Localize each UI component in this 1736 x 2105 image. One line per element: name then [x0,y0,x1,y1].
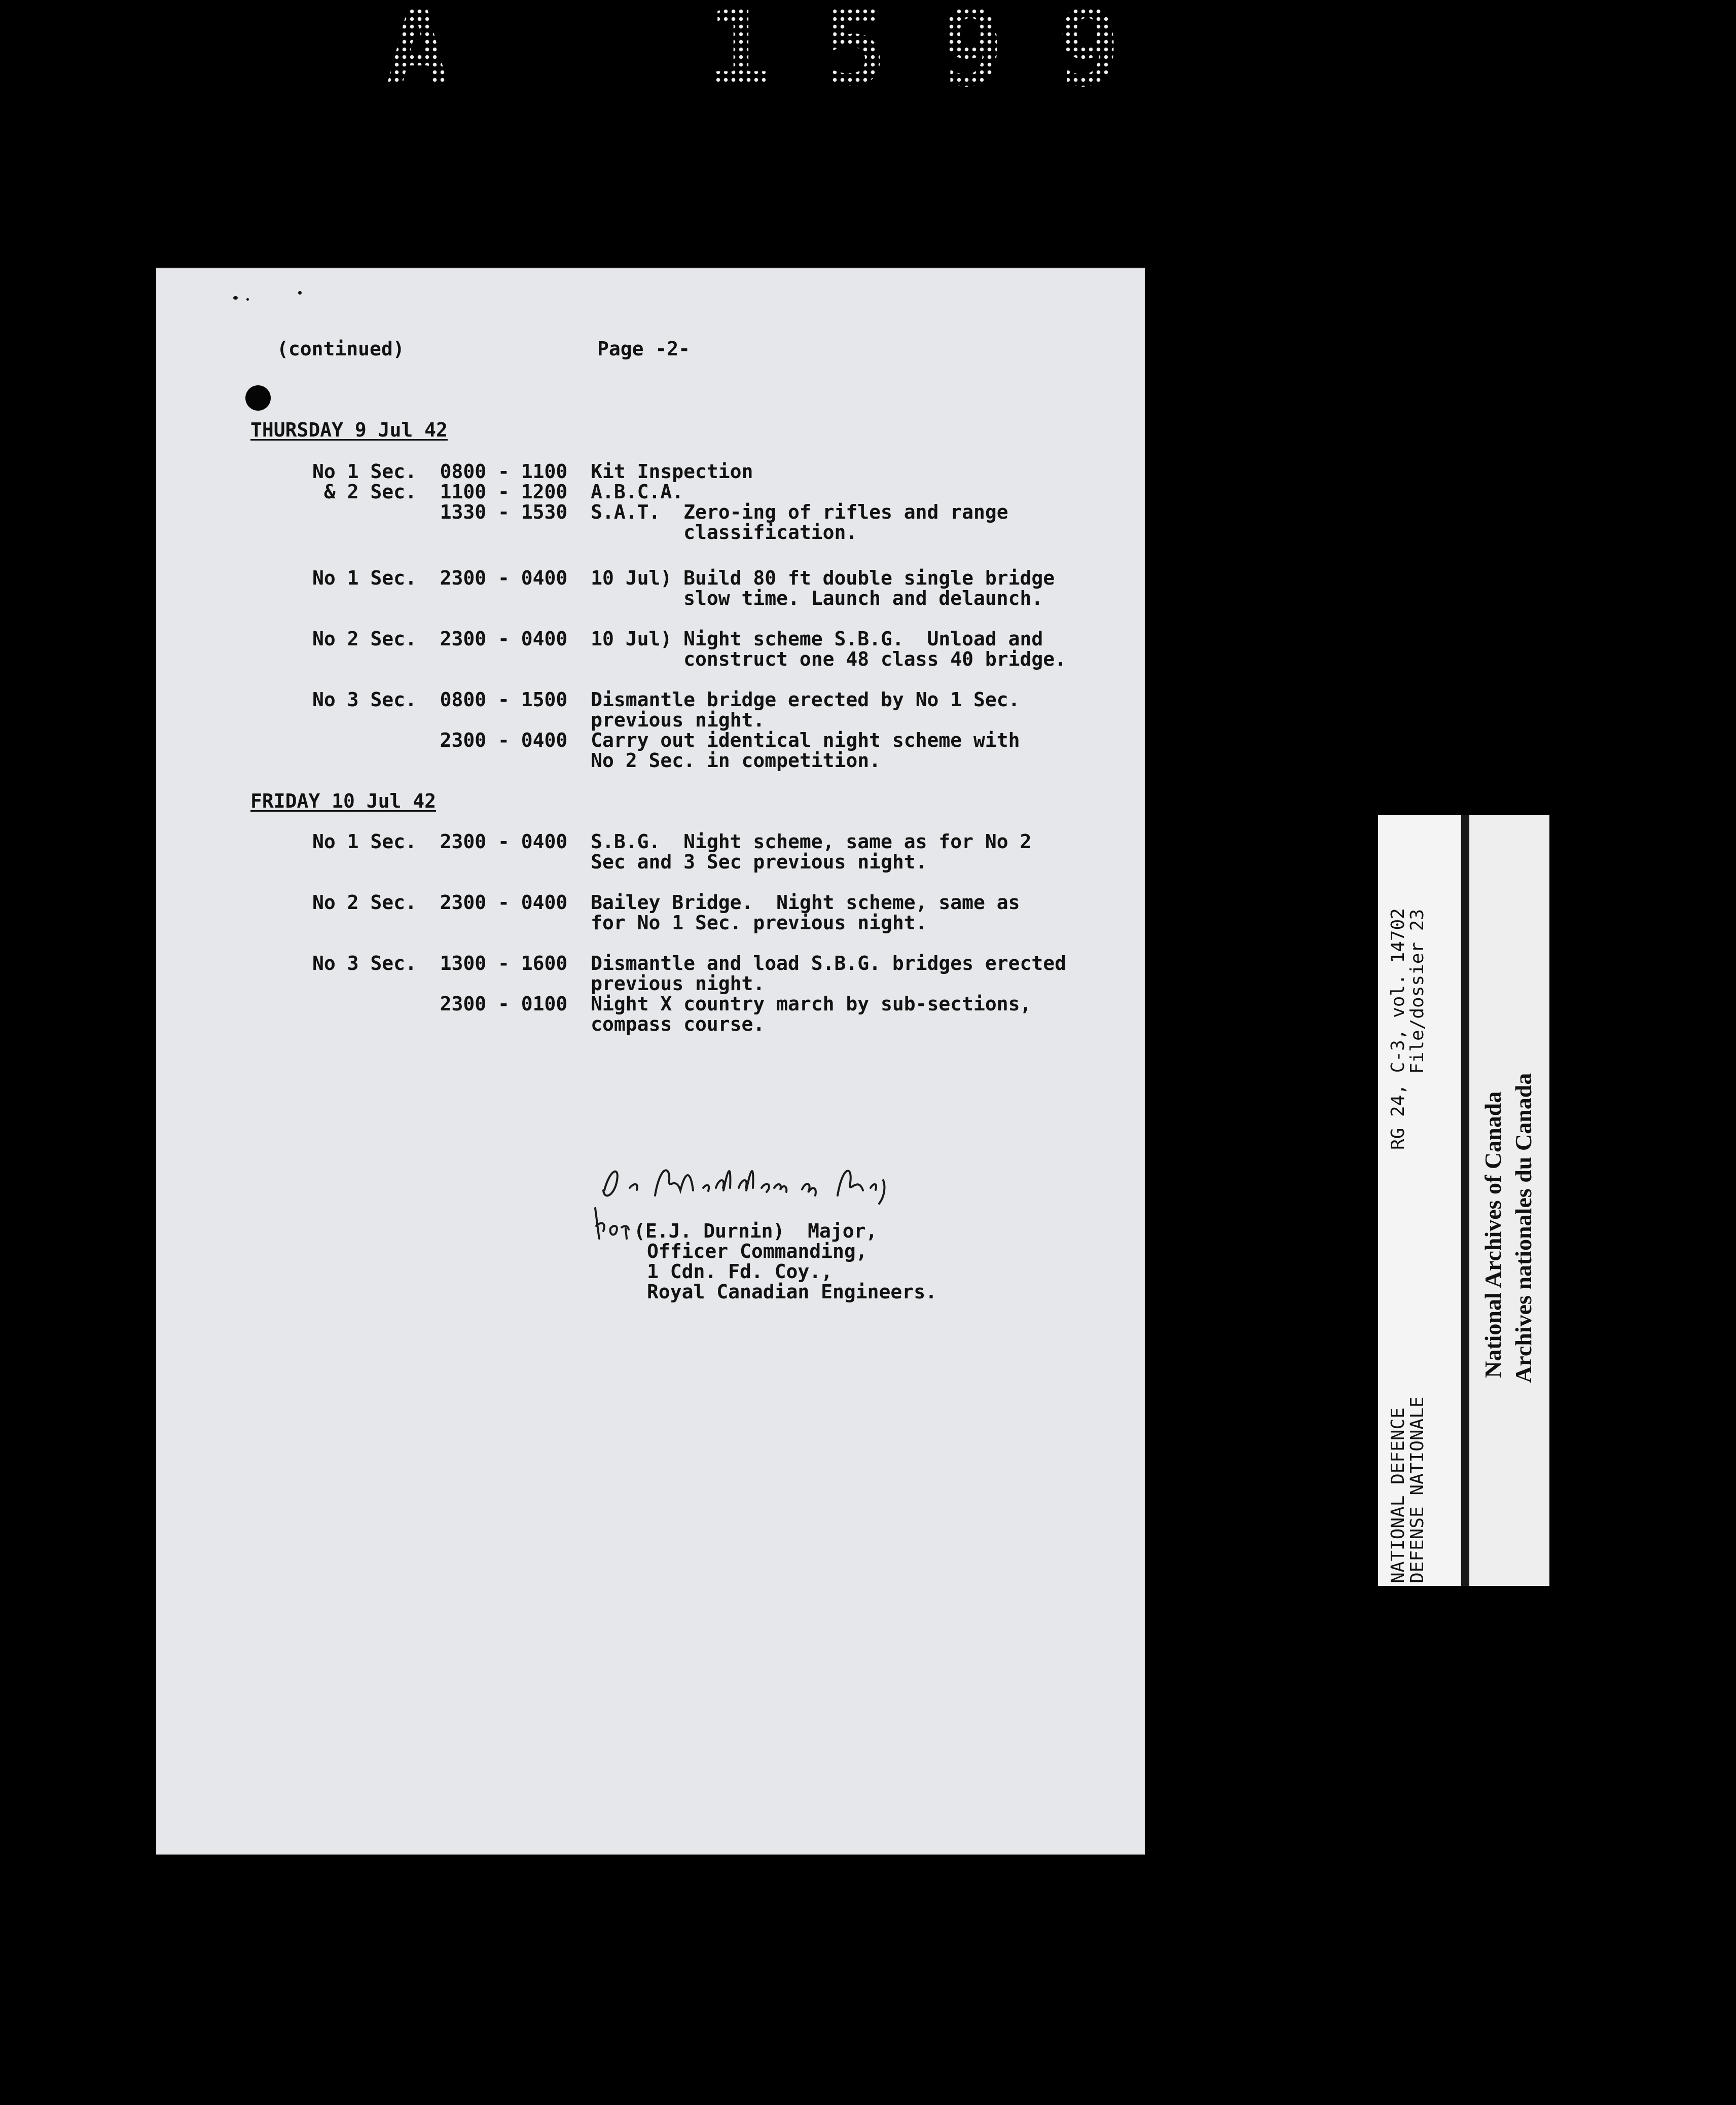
archives-name-en: National Archives of Canada [1480,1091,1506,1378]
schedule-line: previous night. [312,972,765,995]
day-heading: FRIDAY 10 Jul 42 [250,790,437,812]
schedule-line: compass course. [312,1013,765,1035]
schedule-line: 2300 - 0400 Carry out identical night scheme with [312,729,1020,751]
department-line-2: DEFENSE NATIONALE [1407,1396,1428,1583]
frame-number-char: 1 [706,0,771,110]
handwritten-for-mark [590,1203,641,1244]
schedule-line: construct one 48 class 40 bridge. [312,648,1067,670]
frame-number [385,0,1120,110]
schedule-line: No 2 Sec. in competition. [312,749,881,772]
schedule-line: No 1 Sec. 2300 - 0400 10 Jul) Build 80 ft double single bridge [312,567,1055,589]
speck [298,291,302,295]
schedule-line: slow time. Launch and delaunch. [312,587,1043,609]
continued-label: (continued) [277,338,405,360]
schedule-line: for No 1 Sec. previous night. [312,912,927,934]
signature-unit: 1 Cdn. Fd. Coy., [647,1260,833,1283]
archive-reference-label [1378,815,1461,1586]
signature-title: Officer Commanding, [647,1240,867,1262]
schedule-line: No 1 Sec. 0800 - 1100 Kit Inspection [312,460,753,483]
schedule-line: classification. [312,521,858,543]
frame-number-char: 5 [823,0,887,110]
schedule-line: No 1 Sec. 2300 - 0400 S.B.G. Night scheme, same as for No 2 [312,830,1032,853]
handwritten-signature [594,1160,898,1206]
day-heading: THURSDAY 9 Jul 42 [250,419,448,441]
punch-hole [245,385,271,411]
label-separator [1461,815,1469,1586]
archives-name-fr: Archives nationales du Canada [1510,1073,1536,1383]
page-number: Page -2- [597,338,691,360]
reference-line-1: RG 24, C-3, vol. 14702 [1388,908,1408,1150]
signature-name: (E.J. Durnin) Major, [634,1220,878,1242]
schedule-line: previous night. [312,709,765,731]
schedule-line: & 2 Sec. 1100 - 1200 A.B.C.A. [312,481,684,503]
schedule-line: Sec and 3 Sec previous night. [312,851,927,873]
department-line-1: NATIONAL DEFENCE [1388,1407,1408,1583]
speck [233,296,238,300]
schedule-line: No 2 Sec. 2300 - 0400 10 Jul) Night scheme S.B.G. Unload and [312,628,1043,650]
document-page [156,268,1145,1855]
reference-line-2: File/dossier 23 [1407,909,1428,1074]
signature-corps: Royal Canadian Engineers. [647,1281,937,1303]
frame-number-char: 9 [1056,0,1120,110]
schedule-line: 2300 - 0100 Night X country march by sub-sections, [312,993,1032,1015]
schedule-line: 1330 - 1530 S.A.T. Zero-ing of rifles and range [312,501,1008,523]
schedule-line: No 3 Sec. 0800 - 1500 Dismantle bridge erected by No 1 Sec. [312,688,1020,711]
frame-number-char: 9 [939,0,1004,110]
speck [246,298,249,301]
schedule-line: No 2 Sec. 2300 - 0400 Bailey Bridge. Night scheme, same as [312,891,1020,914]
archive-institution-label [1469,815,1549,1586]
schedule-line: No 3 Sec. 1300 - 1600 Dismantle and load S.B.G. bridges erected [312,952,1067,974]
frame-number-char: A [385,0,450,110]
